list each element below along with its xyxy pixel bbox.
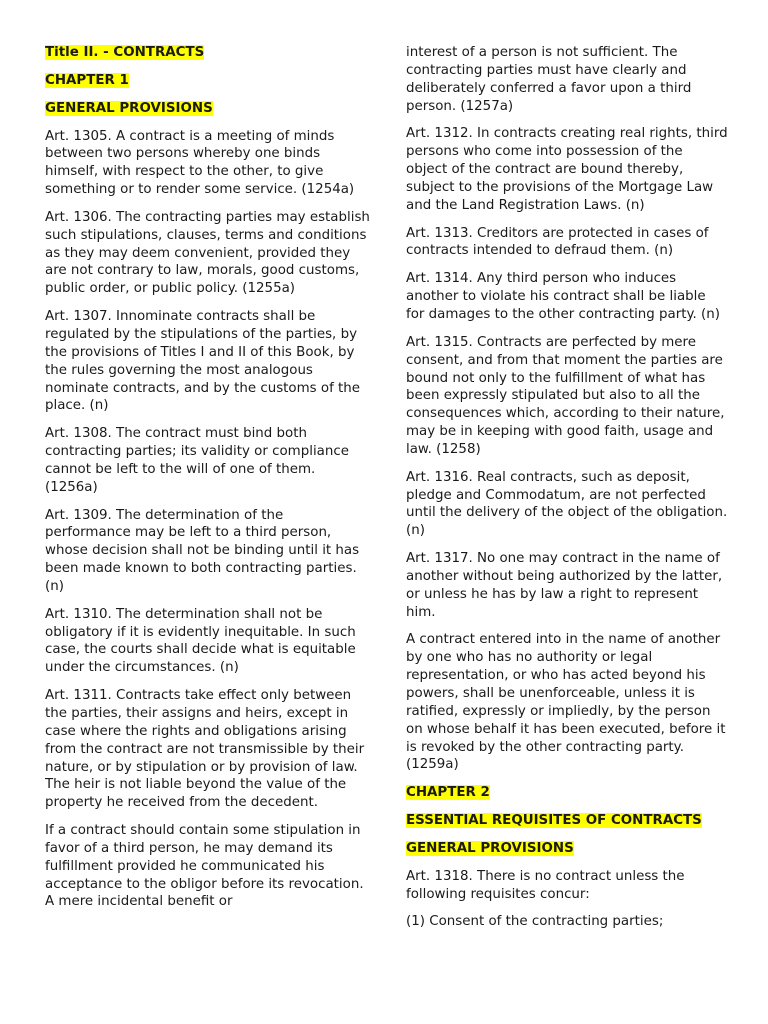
chapter-2-title-heading xyxy=(406,812,728,830)
article-1313: Art. 1313. Creditors are protected in cases of contracts intended to defraud them. (n) xyxy=(406,225,709,259)
article-1310: Art. 1310. The determination shall not be obligatory if it is evidently inequitable. In such case, the courts shall decide what is equitable under the circumstances. (n) xyxy=(45,606,356,676)
article-1311: Art. 1311. Contracts take effect only between the parties, their assigns and heirs, except in case where the rights and obligations arising from the contract are not transmissible by their nature, or by stipulation or by provision of law. The heir is not liable beyond the value of the property he received from the decedent. xyxy=(45,688,365,811)
chapter-2-heading xyxy=(406,784,728,802)
article-1308: Art. 1308. The contract must bind both contracting parties; its validity or compliance cannot be left to the will of one of them. (1256a) xyxy=(45,426,349,495)
article-1311-end: interest of a person is not sufficient. The contracting parties must have clearly and deliberately conferred a favor upon a third person. (1257a) xyxy=(406,45,692,114)
article-1306: Art. 1306. The contracting parties may establish such stipulations, clauses, terms and conditions as they may deem convenient, provided they are not contrary to law, morals, good customs, public order, or public policy. (1255a) xyxy=(45,209,370,297)
requisite-1: (1) Consent of the contracting parties; xyxy=(406,914,664,930)
section-heading xyxy=(45,100,370,118)
article-1315: Art. 1315. Contracts are perfected by mere consent, and from that moment the parties are bound not only to the fulfillment of what has been expressly stipulated but also to all the consequences which, according to their nature, may be in keeping with good faith, usage and law. (1258) xyxy=(406,334,725,457)
section-2-highlight: GENERAL PROVISIONS xyxy=(406,840,574,856)
title-heading xyxy=(45,44,370,62)
chapter-2-title-highlight: ESSENTIAL REQUISITES OF CONTRACTS xyxy=(406,813,702,829)
left-column xyxy=(45,44,370,921)
section-2-heading xyxy=(406,840,728,858)
right-column xyxy=(406,44,728,941)
article-1314: Art. 1314. Any third person who induces another to violate his contract shall be liable for damages to the other contracting party. (n) xyxy=(406,271,720,322)
section-highlight: GENERAL PROVISIONS xyxy=(45,100,213,116)
chapter-2-highlight: CHAPTER 2 xyxy=(406,785,490,801)
article-1307: Art. 1307. Innominate contracts shall be regulated by the stipulations of the parties, by the provisions of Titles I and II of this Book, by the rules governing the most analogous nominate contracts, and by the customs of the place. (n) xyxy=(45,309,361,414)
chapter-highlight: CHAPTER 1 xyxy=(45,72,129,88)
article-1317: Art. 1317. No one may contract in the name of another without being authorized by the latter, or unless he has by law a right to represent him. xyxy=(406,551,723,620)
article-1305: Art. 1305. A contract is a meeting of minds between two persons whereby one binds himself, with respect to the other, to give something or to render some service. (1254a) xyxy=(45,128,355,198)
article-1309: Art. 1309. The determination of the performance may be left to a third person, whose decision shall not be binding until it has been made known to both contracting parties. (n) xyxy=(45,507,360,594)
article-1317-continued: A contract entered into in the name of another by one who has no authority or legal representation, or who has acted beyond his powers, shall be unenforceable, unless it is ratified, expressly or impliedly, by the person on whose behalf it has been executed, before it is revoked by the other contracting party. (1259a) xyxy=(406,632,726,773)
chapter-heading xyxy=(45,72,370,90)
article-1318: Art. 1318. There is no contract unless the following requisites concur: xyxy=(406,868,685,902)
article-1312: Art. 1312. In contracts creating real rights, third persons who come into possession of the object of the contract are bound thereby, subject to the provisions of the Mortgage Law and the Land Registration Laws. (n) xyxy=(406,126,728,213)
article-1311-continued: If a contract should contain some stipulation in favor of a third person, he may demand its fulfillment provided he communicated his acceptance to the obligor before its revocation. A mere incidental benefit or xyxy=(45,823,364,910)
article-1316: Art. 1316. Real contracts, such as deposit, pledge and Commodatum, are not perfected until the delivery of the object of the obligation. (n) xyxy=(406,469,728,539)
title-highlight: Title II. - CONTRACTS xyxy=(45,45,205,60)
